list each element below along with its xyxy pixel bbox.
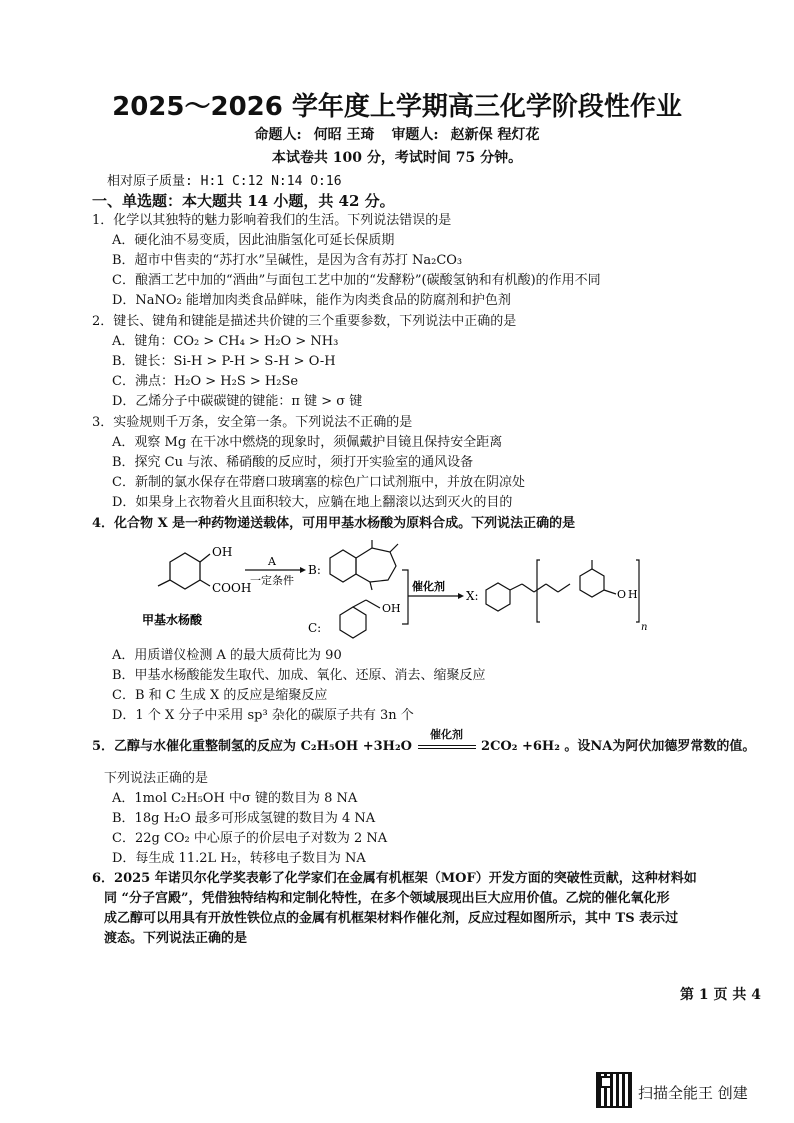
question-1-option-c: C．酿酒工艺中加的“酒曲”与面包工艺中加的“发酵粉”(碳酸氢钠和有机酸)的作用不同	[112, 273, 601, 288]
cooh-label: COOH	[212, 581, 252, 595]
reviewer-label: 审题人:	[391, 127, 439, 143]
x-n-label: n	[641, 622, 648, 633]
oh-label: OH	[212, 545, 233, 559]
reagent-a-label: A	[268, 555, 276, 568]
qr-code-icon	[596, 1072, 632, 1108]
label-c: C:	[308, 621, 322, 635]
combine-bracket	[402, 570, 408, 624]
scanner-watermark: 扫描全能王 创建	[638, 1084, 748, 1102]
question-3-stem: 3．实验规则千万条，安全第一条。下列说法不正确的是	[92, 415, 413, 430]
question-2-option-b: B．键长：Si-H > P-H > S-H > O-H	[112, 354, 336, 369]
question-5-sub-stem: 下列说法正确的是	[104, 771, 209, 786]
question-6-line-2: 同 “分子宫殿”，凭借独特结构和定制化特性，在多个领域展现出巨大应用价值。乙烷的催化氧化形	[104, 891, 670, 906]
reviewer-names: 赵新保 程灯花	[450, 127, 540, 143]
reaction-scheme	[140, 540, 700, 640]
question-5-stem-post: 2CO₂ +6H₂ 。设NA为阿伏加德罗常数的值。	[481, 739, 756, 754]
setter-label: 命题人:	[254, 127, 302, 143]
label-x: X:	[466, 589, 479, 603]
question-4-option-d: D．1 个 X 分子中采用 sp³ 杂化的碳原子共有 3n 个	[112, 708, 414, 723]
compound-c-benzyl-alcohol	[340, 600, 380, 638]
question-2-option-c: C．沸点：H₂O > H₂S > H₂Se	[112, 374, 299, 389]
x-h-label: H	[628, 588, 638, 601]
question-6-line-4: 渡态。下列说法正确的是	[104, 931, 248, 946]
compound-b-structure	[330, 540, 398, 590]
exam-info: 本试卷共 100 分，考试时间 75 分钟。	[271, 150, 523, 166]
catalyst-arrow-head	[458, 593, 464, 599]
page-number: 第 1 页 共 4	[680, 987, 761, 1003]
question-5-catalyst: 催化剂	[430, 728, 463, 741]
question-5-catalyst-arrow	[417, 728, 477, 755]
question-5-option-d: D．每生成 11.2L H₂，转移电子数目为 NA	[112, 851, 366, 866]
question-1-option-d: D．NaNO₂ 能增加肉类食品鲜味，能作为肉类食品的防腐剂和护色剂	[112, 293, 511, 308]
question-5-stem-pre: 5．乙醇与水催化重整制氢的反应为 C₂H₅OH +3H₂O	[92, 739, 412, 754]
question-3-option-d: D．如果身上衣物着火且面积较大，应躺在地上翻滚以达到灭火的目的	[112, 495, 513, 510]
question-3-option-c: C．新制的氯水保存在带磨口玻璃塞的棕色广口试剂瓶中，并放在阴凉处	[112, 475, 525, 490]
setter-names: 何昭 王琦	[313, 127, 375, 143]
page-title: 2025～2026 学年度上学期高三化学阶段性作业	[112, 92, 682, 122]
question-5-option-c: C．22g CO₂ 中心原子的价层电子对数为 2 NA	[112, 831, 388, 846]
question-2-stem: 2．键长、键角和键能是描述共价键的三个重要参数，下列说法中正确的是	[92, 314, 517, 329]
question-6-line-3: 成乙醇可以用具有开放性铁位点的金属有机框架材料作催化剂，反应过程如图所示，其中 TS 表示过	[104, 911, 679, 926]
methylsalicylic-acid-structure	[158, 553, 210, 589]
arrow-a-head	[300, 567, 306, 573]
question-4-option-c: C．B 和 C 生成 X 的反应是缩聚反应	[112, 688, 328, 703]
label-b: B:	[308, 563, 321, 577]
atomic-masses: 相对原子质量: H:1 C:12 N:14 O:16	[107, 174, 342, 189]
question-1-option-b: B．超市中售卖的“苏打水”呈碱性，是因为含有苏打 Na₂CO₃	[112, 253, 463, 268]
question-4-stem: 4．化合物 X 是一种药物递送载体，可用甲基水杨酸为原料合成。下列说法正确的是	[92, 516, 576, 531]
question-5-stem	[92, 728, 756, 755]
c-oh-label: OH	[382, 602, 401, 615]
question-2-option-d: D．乙烯分子中碳碳键的键能：π 键 > σ 键	[112, 394, 363, 409]
question-3-option-a: A．观察 Mg 在干冰中燃烧的现象时，须佩戴护目镜且保持安全距离	[112, 435, 503, 450]
catalyst-label: 催化剂	[412, 580, 445, 593]
question-2-option-a: A．键角：CO₂ > CH₄ > H₂O > NH₃	[112, 334, 339, 349]
question-5-option-b: B．18g H₂O 最多可形成氢键的数目为 4 NA	[112, 811, 376, 826]
section-heading: 一、单选题：本大题共 14 小题，共 42 分。	[92, 192, 395, 210]
question-4-option-a: A．用质谱仪检测 A 的最大质荷比为 90	[112, 648, 342, 663]
condition-label: 一定条件	[250, 574, 294, 587]
question-1-stem: 1．化学以其独特的魅力影响着我们的生活。下列说法错误的是	[92, 213, 452, 228]
x-o-label: O	[617, 588, 627, 601]
question-5-option-a: A．1mol C₂H₅OH 中σ 键的数目为 8 NA	[112, 791, 358, 806]
question-4-option-b: B．甲基水杨酸能发生取代、加成、氧化、还原、消去、缩聚反应	[112, 668, 486, 683]
question-6-line-1: 6．2025 年诺贝尔化学奖表彰了化学家们在金属有机框架（MOF）开发方面的突破性贡献，这种材料如	[92, 871, 697, 886]
author-line	[0, 124, 794, 144]
question-3-option-b: B．探究 Cu 与浓、稀硝酸的反应时，须打开实验室的通风设备	[112, 455, 474, 470]
question-1-option-a: A．硬化油不易变质，因此油脂氢化可延长保质期	[112, 233, 395, 248]
start-material-name: 甲基水杨酸	[142, 613, 203, 627]
